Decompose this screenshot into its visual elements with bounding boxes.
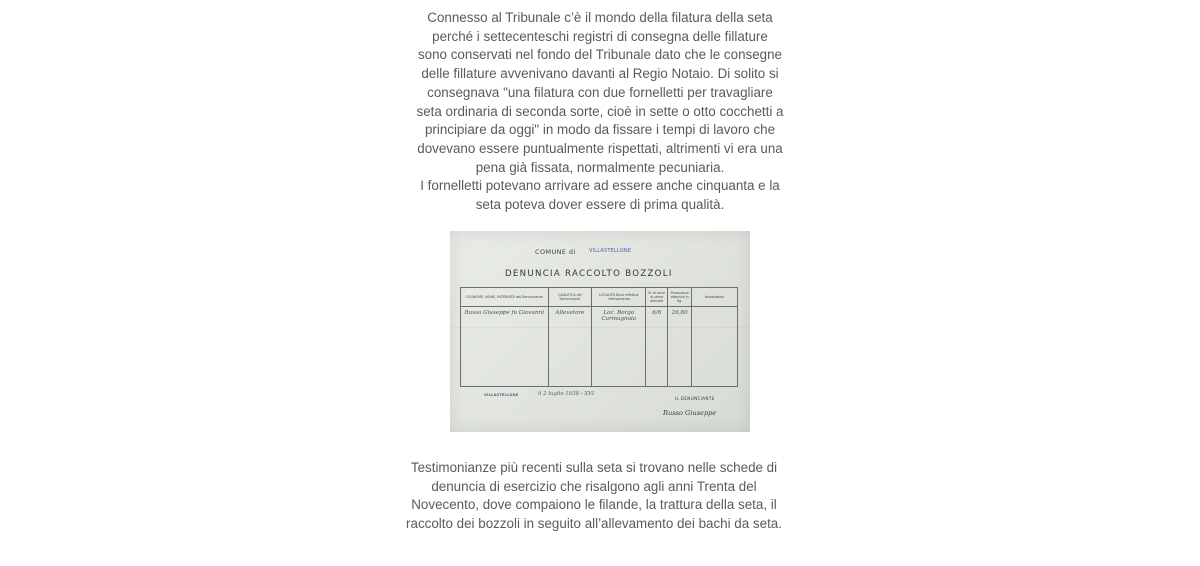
intro-line: seta ordinaria di seconda sorte, cioè in sette o otto cocchetti a — [416, 103, 784, 119]
intro-line: perché i settecenteschi registri di consegna delle fillature — [432, 28, 768, 44]
signer-label: IL DENUNCIANTE — [675, 396, 715, 401]
intro-line: delle fillature avvenivano davanti al Regio Notaio. Di solito si — [421, 66, 779, 82]
table-cell — [692, 307, 738, 387]
document-title: DENUNCIA RACCOLTO BOZZOLI — [505, 269, 673, 279]
intro-line: dovevano essere puntualmente rispettati, altrimenti vi era una — [417, 140, 783, 156]
table-cell: Allevatore — [548, 307, 592, 387]
table-cell: 26,80 — [668, 307, 692, 387]
column-header: N. di once di seme allevate — [646, 288, 668, 307]
comune-stamp: VILLASTELLONE — [589, 248, 632, 254]
intro-line: seta poteva dover essere di prima qualità. — [475, 197, 725, 213]
intro-line: sono conservati nel fondo del Tribunale dato che le consegne — [417, 47, 783, 63]
intro-paragraph — [380, 9, 820, 215]
table-row — [461, 307, 738, 387]
outro-paragraph — [380, 459, 808, 534]
intro-line: principiare da oggi" in modo da fissare i tempi di lavoro che — [424, 122, 776, 138]
document-photo — [450, 231, 750, 432]
column-header: Produzione ottenuta in Kg. — [668, 288, 692, 307]
outro-line: Novecento, dove compaiono le filande, la trattura della seta, il — [411, 497, 777, 513]
column-header: QUALIFICA del Denunciante — [548, 288, 592, 307]
column-header: COGNOME, NOME, PATERNITÀ del Denunciante — [461, 288, 549, 307]
intro-line: Connesso al Tribunale c’è il mondo della filatura della seta — [427, 10, 773, 25]
place-stamp: VILLASTELLONE — [484, 393, 519, 397]
column-header: Annotazioni — [692, 288, 738, 307]
table-cell: Russo Giuseppe fu Giovanni — [461, 307, 549, 387]
signature: Russo Giuseppe — [663, 409, 717, 417]
outro-line: Testimonianze più recenti sulla seta si trovano nelle schede di — [410, 460, 778, 475]
place-date: lì 2 luglio 1938 - XVI — [538, 391, 595, 397]
table-cell: 6/8 — [646, 307, 668, 387]
comune-label: COMUNE di — [535, 248, 576, 256]
outro-line: raccolto dei bozzoli in seguito all’allevamento dei bachi da seta. — [406, 516, 782, 532]
declaration-table — [460, 287, 738, 387]
intro-line: pena già fissata, normalmente pecuniaria. — [475, 159, 725, 175]
table-header-row — [461, 288, 738, 307]
outro-line: denuncia di esercizio che risalgono agli anni Trenta del — [431, 478, 757, 494]
column-header: LOCALITÀ Dove effettuò l'allevamento — [592, 288, 646, 307]
intro-line: consegnava "una filatura con due fornelletti per travagliare — [427, 84, 773, 100]
table-cell: Loc. Borgo Carmagnola — [592, 307, 646, 387]
intro-line: I fornelletti potevano arrivare ad essere anche cinquanta e la — [420, 178, 780, 194]
